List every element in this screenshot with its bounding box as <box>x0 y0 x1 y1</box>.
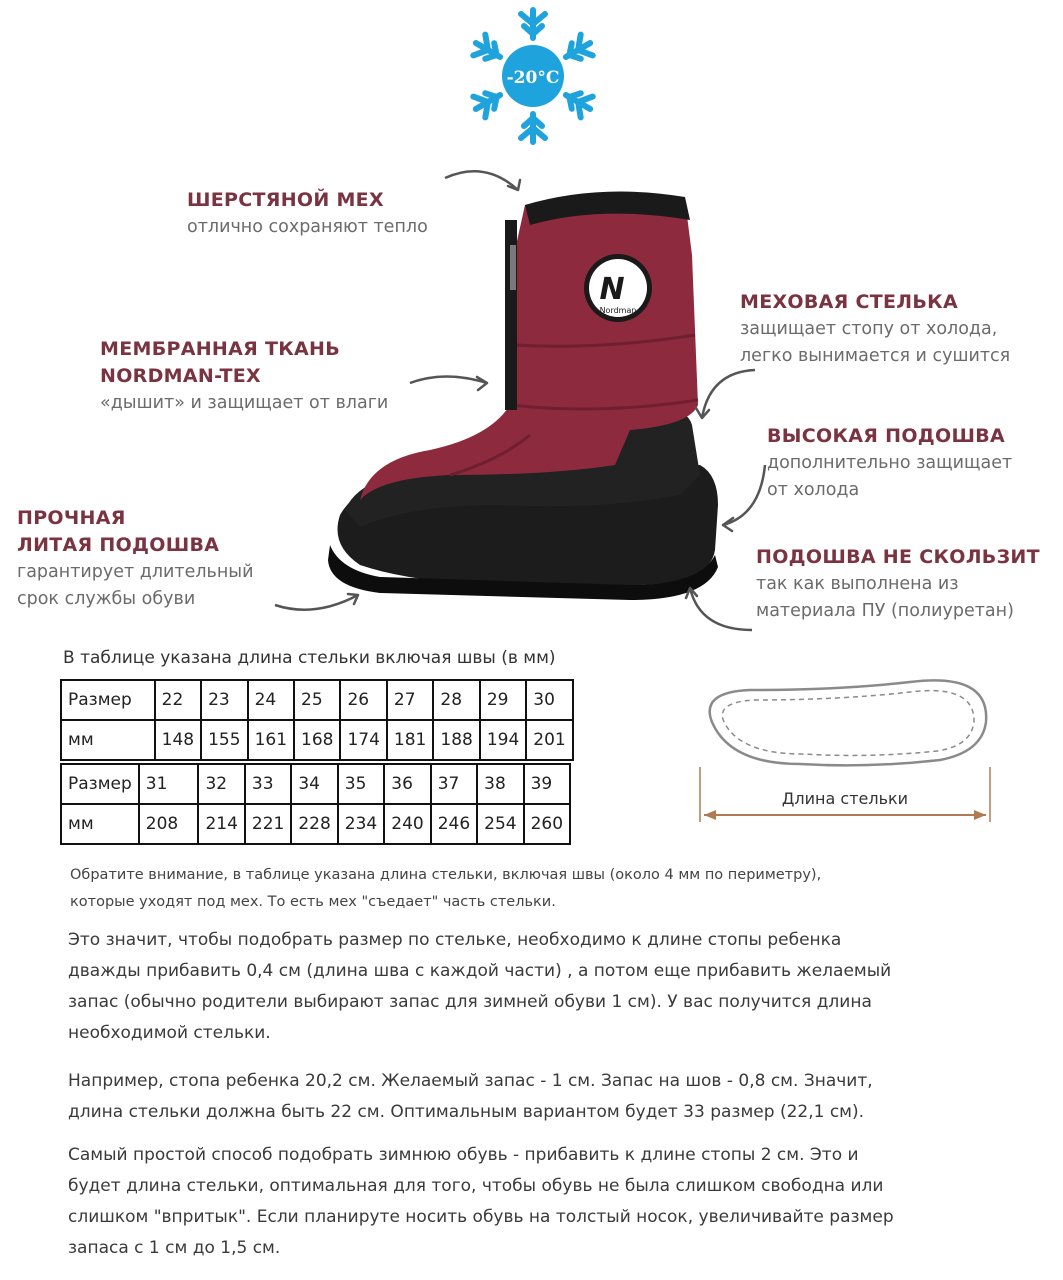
mm-cell: 246 <box>431 804 477 844</box>
size-cell: 32 <box>198 764 244 804</box>
mm-cell: 155 <box>201 720 247 760</box>
mm-cell: 214 <box>198 804 244 844</box>
insole-diagram <box>690 672 1000 832</box>
row-label: мм <box>61 720 155 760</box>
snowflake-icon <box>468 4 598 149</box>
feature-desc: срок службы обуви <box>17 589 196 609</box>
mm-cell: 174 <box>340 720 386 760</box>
paragraph-line: будет длина стельки, оптимальная для того, чтобы обувь не была слишком свободна или <box>68 1176 884 1196</box>
feature-title: ШЕРСТЯНОЙ МЕХ <box>187 189 384 211</box>
size-table-part-2 <box>60 763 571 845</box>
mm-cell: 208 <box>139 804 199 844</box>
feature-high-sole <box>767 423 1012 504</box>
mm-cell: 228 <box>291 804 337 844</box>
feature-desc: материала ПУ (полиуретан) <box>756 601 1014 621</box>
size-cell: 29 <box>480 680 526 720</box>
paragraph-example <box>68 1066 1043 1128</box>
mm-cell: 148 <box>155 720 201 760</box>
feature-non-slip <box>756 544 1040 625</box>
table-note <box>70 862 1030 916</box>
feature-wool-fur <box>187 187 428 241</box>
arrow-icon <box>440 160 530 210</box>
size-cell: 24 <box>248 680 294 720</box>
size-cell: 22 <box>155 680 201 720</box>
feature-title: МЕХОВАЯ СТЕЛЬКА <box>740 291 958 313</box>
paragraph-line: необходимой стельки. <box>68 1023 271 1043</box>
table-row <box>61 680 573 720</box>
arrow-icon <box>405 365 495 405</box>
paragraph-explanation <box>68 925 1043 1049</box>
feature-title: ВЫСОКАЯ ПОДОШВА <box>767 425 1006 447</box>
paragraph-line: Самый простой способ подобрать зимнюю обувь - прибавить к длине стопы 2 см. Это и <box>68 1145 859 1165</box>
mm-cell: 254 <box>477 804 523 844</box>
arrow-icon <box>690 360 760 430</box>
size-cell: 25 <box>294 680 340 720</box>
feature-desc: «дышит» и защищает от влаги <box>100 393 389 413</box>
feature-membrane <box>100 336 388 417</box>
feature-desc: отлично сохраняют тепло <box>187 217 428 237</box>
size-cell: 34 <box>291 764 337 804</box>
size-cell: 33 <box>245 764 291 804</box>
row-label: мм <box>61 804 139 844</box>
paragraph-simple-method <box>68 1140 1043 1264</box>
feature-cast-sole <box>17 505 254 613</box>
table-caption: В таблице указана длина стельки включая швы (в мм) <box>63 648 556 668</box>
size-cell: 26 <box>340 680 386 720</box>
paragraph-line: дважды прибавить 0,4 см (длина шва с каждой части) , а потом еще прибавить желаемый <box>68 961 892 981</box>
feature-desc: от холода <box>767 480 860 500</box>
mm-cell: 161 <box>248 720 294 760</box>
mm-cell: 221 <box>245 804 291 844</box>
size-cell: 30 <box>526 680 572 720</box>
size-cell: 27 <box>387 680 433 720</box>
size-cell: 38 <box>477 764 523 804</box>
mm-cell: 201 <box>526 720 572 760</box>
size-cell: 23 <box>201 680 247 720</box>
size-cell: 37 <box>431 764 477 804</box>
mm-cell: 194 <box>480 720 526 760</box>
feature-desc: так как выполнена из <box>756 574 959 594</box>
row-label: Размер <box>61 680 155 720</box>
paragraph-line: слишком "впритык". Если планируте носить обувь на толстый носок, увеличивайте размер <box>68 1207 894 1227</box>
paragraph-line: запаса с 1 см до 1,5 см. <box>68 1238 281 1258</box>
size-cell: 36 <box>384 764 430 804</box>
size-cell: 35 <box>338 764 384 804</box>
arrow-icon <box>680 580 760 640</box>
size-cell: 28 <box>433 680 479 720</box>
arrow-icon <box>270 580 365 620</box>
feature-fur-insole <box>740 289 1010 370</box>
table-row <box>61 764 570 804</box>
brand-logo-letter: N <box>599 272 625 307</box>
table-row <box>61 720 573 760</box>
feature-title: МЕМБРАННАЯ ТКАНЬ <box>100 338 341 360</box>
feature-title: ПОДОШВА НЕ СКОЛЬЗИТ <box>756 546 1040 568</box>
feature-title: ПРОЧНАЯ <box>17 507 126 529</box>
feature-desc: защищает стопу от холода, <box>740 319 998 339</box>
feature-desc: дополнительно защищает <box>767 453 1013 473</box>
mm-cell: 240 <box>384 804 430 844</box>
brand-logo-text: Nordman <box>599 306 637 315</box>
temperature-label: -20°C <box>506 68 560 88</box>
mm-cell: 181 <box>387 720 433 760</box>
note-line: которые уходят под мех. То есть мех "съедает" часть стельки. <box>70 894 556 910</box>
paragraph-line: Например, стопа ребенка 20,2 см. Желаемый запас - 1 см. Запас на шов - 0,8 см. Значит, <box>68 1071 873 1091</box>
note-line: Обратите внимание, в таблице указана длина стельки, включая швы (около 4 мм по периметру), <box>70 867 822 883</box>
paragraph-line: длина стельки должна быть 22 см. Оптимальным вариантом будет 33 размер (22,1 см). <box>68 1102 865 1122</box>
feature-desc: легко вынимается и сушится <box>740 346 1011 366</box>
mm-cell: 260 <box>524 804 570 844</box>
feature-title: NORDMAN-TEX <box>100 365 261 387</box>
mm-cell: 168 <box>294 720 340 760</box>
arrow-icon <box>715 460 775 540</box>
paragraph-line: запас (обычно родители выбирают запас для зимней обуви 1 см). У вас получится длина <box>68 992 872 1012</box>
table-row <box>61 804 570 844</box>
feature-title: ЛИТАЯ ПОДОШВА <box>17 534 220 556</box>
size-table-part-1 <box>60 679 574 761</box>
size-cell: 31 <box>139 764 199 804</box>
row-label: Размер <box>61 764 139 804</box>
size-cell: 39 <box>524 764 570 804</box>
feature-desc: гарантирует длительный <box>17 562 254 582</box>
insole-length-label: Длина стельки <box>781 789 909 808</box>
paragraph-line: Это значит, чтобы подобрать размер по стельке, необходимо к длине стопы ребенка <box>68 930 842 950</box>
mm-cell: 234 <box>338 804 384 844</box>
mm-cell: 188 <box>433 720 479 760</box>
